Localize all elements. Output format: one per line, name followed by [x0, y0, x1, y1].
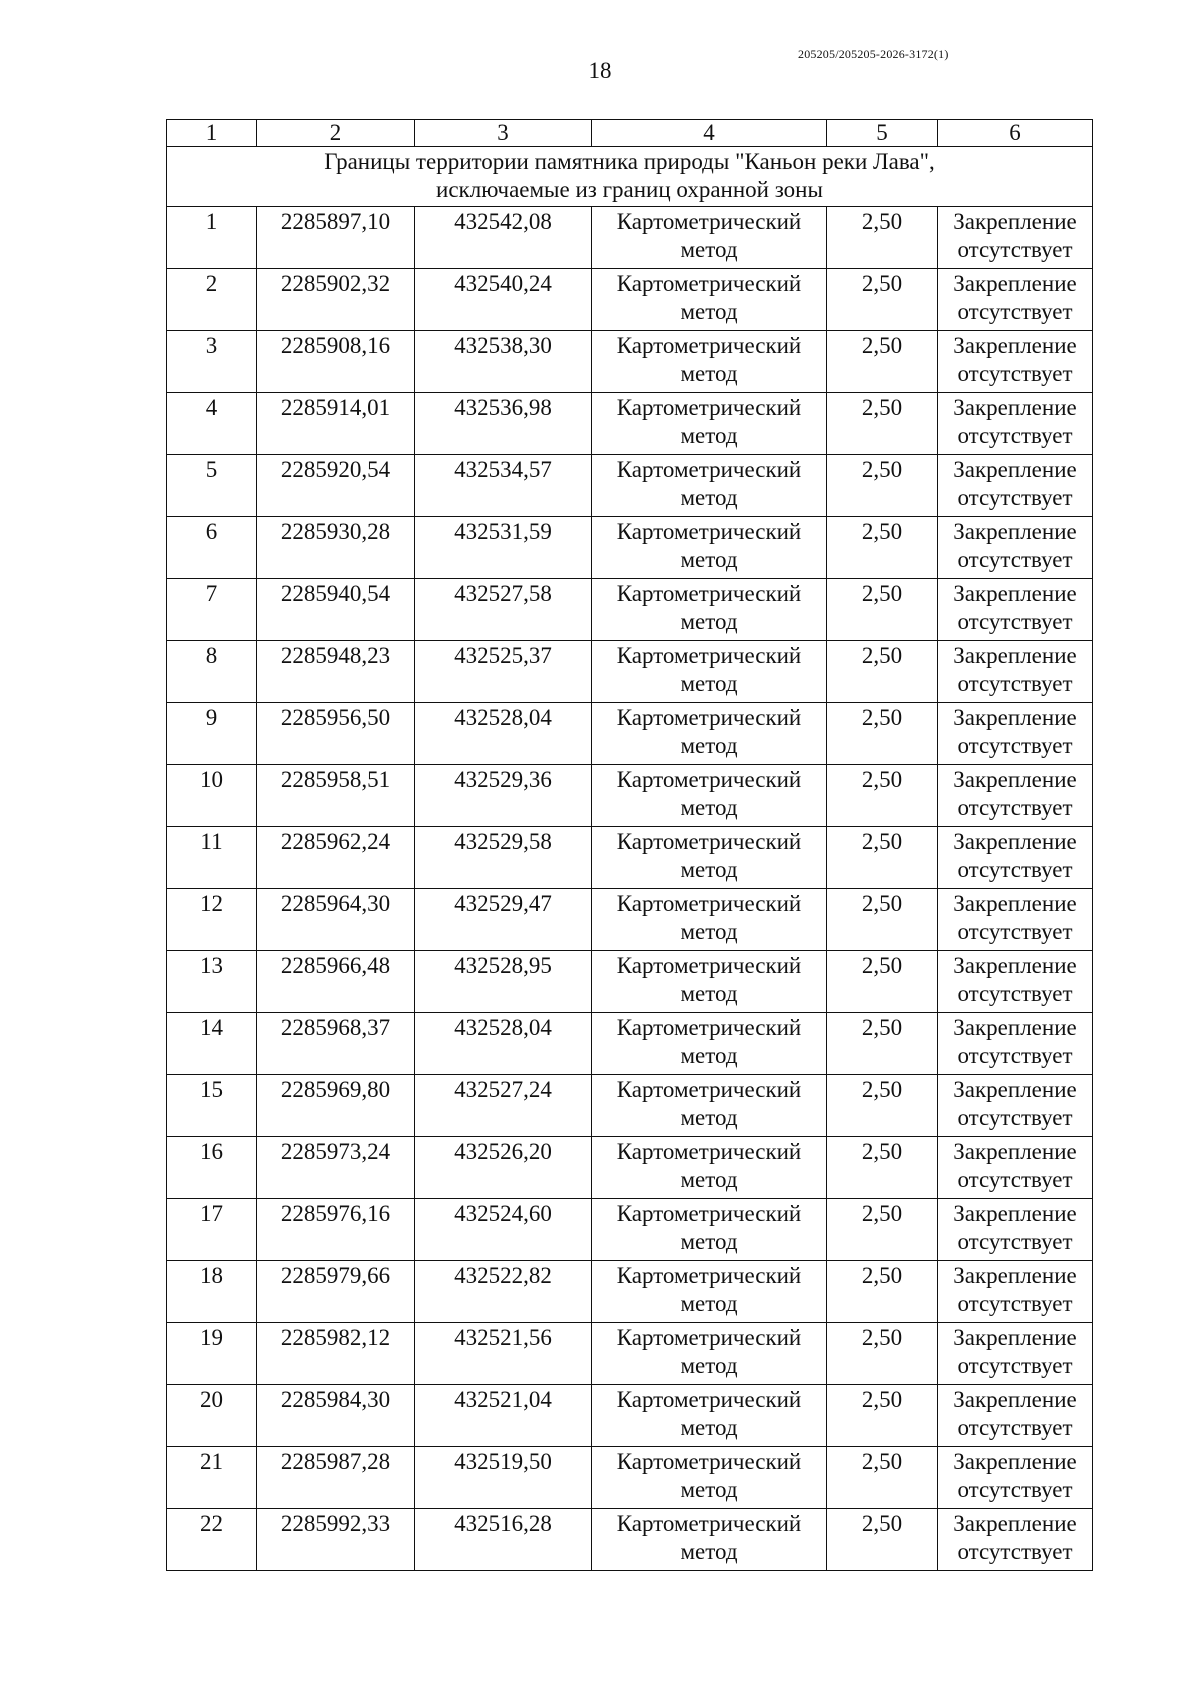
coordinate-y-cell: 432521,56	[415, 1323, 592, 1385]
fixation-cell-line: Закрепление	[953, 333, 1077, 358]
method-cell-line: метод	[680, 981, 738, 1006]
coordinate-x-cell: 2285908,16	[257, 331, 415, 393]
fixation-cell-line: Закрепление	[953, 1077, 1077, 1102]
coordinate-y-cell: 432522,82	[415, 1261, 592, 1323]
coordinate-y-cell: 432527,58	[415, 579, 592, 641]
point-number-cell: 20	[167, 1385, 257, 1447]
table-row	[167, 207, 1093, 269]
accuracy-cell: 2,50	[827, 827, 938, 889]
fixation-cell-line: отсутствует	[957, 795, 1073, 820]
fixation-cell-line: отсутствует	[957, 1105, 1073, 1130]
coordinate-y-cell: 432540,24	[415, 269, 592, 331]
fixation-cell-line: Закрепление	[953, 581, 1077, 606]
fixation-cell-line: Закрепление	[953, 519, 1077, 544]
accuracy-cell: 2,50	[827, 765, 938, 827]
fixation-cell	[938, 269, 1093, 331]
table-row	[167, 517, 1093, 579]
point-number-cell: 17	[167, 1199, 257, 1261]
fixation-cell-line: отсутствует	[957, 1043, 1073, 1068]
method-cell	[592, 1199, 827, 1261]
method-cell-line: Картометрический	[616, 953, 802, 978]
method-cell	[592, 1261, 827, 1323]
coordinate-x-cell: 2285987,28	[257, 1447, 415, 1509]
method-cell-line: метод	[680, 733, 738, 758]
fixation-cell-line: отсутствует	[957, 1353, 1073, 1378]
coordinate-y-cell: 432526,20	[415, 1137, 592, 1199]
fixation-cell	[938, 331, 1093, 393]
point-number-cell: 22	[167, 1509, 257, 1571]
accuracy-cell: 2,50	[827, 207, 938, 269]
point-number-cell: 16	[167, 1137, 257, 1199]
method-cell	[592, 1137, 827, 1199]
method-cell-line: Картометрический	[616, 395, 802, 420]
coordinate-x-cell: 2285973,24	[257, 1137, 415, 1199]
coordinate-y-cell: 432529,36	[415, 765, 592, 827]
method-cell-line: метод	[680, 1353, 738, 1378]
accuracy-cell: 2,50	[827, 1447, 938, 1509]
section-title-row	[167, 147, 1093, 207]
table-row	[167, 455, 1093, 517]
method-cell-line: Картометрический	[616, 1325, 802, 1350]
method-cell-line: Картометрический	[616, 333, 802, 358]
accuracy-cell: 2,50	[827, 517, 938, 579]
accuracy-cell: 2,50	[827, 1137, 938, 1199]
table-row	[167, 1447, 1093, 1509]
coordinate-y-cell: 432525,37	[415, 641, 592, 703]
method-cell	[592, 269, 827, 331]
fixation-cell	[938, 1075, 1093, 1137]
section-title-line: исключаемые из границ охранной зоны	[436, 177, 823, 202]
coordinate-y-cell: 432536,98	[415, 393, 592, 455]
point-number-cell: 19	[167, 1323, 257, 1385]
method-cell-line: метод	[680, 237, 738, 262]
coordinate-y-cell: 432524,60	[415, 1199, 592, 1261]
accuracy-cell: 2,50	[827, 889, 938, 951]
point-number-cell: 10	[167, 765, 257, 827]
coordinate-x-cell: 2285920,54	[257, 455, 415, 517]
accuracy-cell: 2,50	[827, 1509, 938, 1571]
fixation-cell-line: отсутствует	[957, 857, 1073, 882]
table-row	[167, 269, 1093, 331]
fixation-cell-line: отсутствует	[957, 1539, 1073, 1564]
method-cell-line: Картометрический	[616, 1015, 802, 1040]
coordinate-y-cell: 432529,47	[415, 889, 592, 951]
fixation-cell	[938, 765, 1093, 827]
point-number-cell: 4	[167, 393, 257, 455]
table-row	[167, 703, 1093, 765]
table-row	[167, 641, 1093, 703]
fixation-cell-line: Закрепление	[953, 1015, 1077, 1040]
coordinate-x-cell: 2285958,51	[257, 765, 415, 827]
point-number-cell: 2	[167, 269, 257, 331]
fixation-cell-line: Закрепление	[953, 829, 1077, 854]
fixation-cell-line: Закрепление	[953, 953, 1077, 978]
point-number-cell: 6	[167, 517, 257, 579]
coordinate-x-cell: 2285984,30	[257, 1385, 415, 1447]
fixation-cell-line: Закрепление	[953, 395, 1077, 420]
fixation-cell	[938, 1199, 1093, 1261]
point-number-cell: 3	[167, 331, 257, 393]
fixation-cell	[938, 641, 1093, 703]
table-row	[167, 393, 1093, 455]
coordinate-x-cell: 2285968,37	[257, 1013, 415, 1075]
fixation-cell	[938, 1137, 1093, 1199]
table-row	[167, 1509, 1093, 1571]
point-number-cell: 1	[167, 207, 257, 269]
method-cell-line: метод	[680, 423, 738, 448]
coordinate-x-cell: 2285982,12	[257, 1323, 415, 1385]
fixation-cell	[938, 889, 1093, 951]
fixation-cell	[938, 1447, 1093, 1509]
coordinate-y-cell: 432538,30	[415, 331, 592, 393]
fixation-cell	[938, 393, 1093, 455]
fixation-cell-line: отсутствует	[957, 547, 1073, 572]
fixation-cell-line: Закрепление	[953, 705, 1077, 730]
point-number-cell: 15	[167, 1075, 257, 1137]
fixation-cell-line: отсутствует	[957, 423, 1073, 448]
fixation-cell	[938, 517, 1093, 579]
fixation-cell	[938, 1385, 1093, 1447]
accuracy-cell: 2,50	[827, 1261, 938, 1323]
method-cell	[592, 517, 827, 579]
method-cell-line: Картометрический	[616, 767, 802, 792]
method-cell-line: метод	[680, 1291, 738, 1316]
column-header: 3	[415, 120, 592, 147]
method-cell-line: метод	[680, 1539, 738, 1564]
fixation-cell	[938, 827, 1093, 889]
fixation-cell-line: Закрепление	[953, 1325, 1077, 1350]
accuracy-cell: 2,50	[827, 1385, 938, 1447]
table-row	[167, 1137, 1093, 1199]
fixation-cell-line: Закрепление	[953, 1263, 1077, 1288]
fixation-cell	[938, 703, 1093, 765]
coordinate-y-cell: 432528,04	[415, 703, 592, 765]
method-cell-line: метод	[680, 485, 738, 510]
fixation-cell	[938, 1323, 1093, 1385]
fixation-cell-line: отсутствует	[957, 671, 1073, 696]
method-cell	[592, 1385, 827, 1447]
coordinate-x-cell: 2285962,24	[257, 827, 415, 889]
method-cell-line: Картометрический	[616, 1077, 802, 1102]
method-cell-line: метод	[680, 1229, 738, 1254]
column-header: 1	[167, 120, 257, 147]
coordinate-x-cell: 2285969,80	[257, 1075, 415, 1137]
coordinate-x-cell: 2285930,28	[257, 517, 415, 579]
accuracy-cell: 2,50	[827, 703, 938, 765]
method-cell	[592, 579, 827, 641]
method-cell	[592, 331, 827, 393]
accuracy-cell: 2,50	[827, 1013, 938, 1075]
fixation-cell-line: Закрепление	[953, 643, 1077, 668]
method-cell	[592, 207, 827, 269]
table-row	[167, 1075, 1093, 1137]
accuracy-cell: 2,50	[827, 1323, 938, 1385]
column-header: 2	[257, 120, 415, 147]
method-cell-line: Картометрический	[616, 271, 802, 296]
coordinate-y-cell: 432531,59	[415, 517, 592, 579]
coordinate-x-cell: 2285956,50	[257, 703, 415, 765]
fixation-cell-line: отсутствует	[957, 1477, 1073, 1502]
table-row	[167, 1323, 1093, 1385]
point-number-cell: 9	[167, 703, 257, 765]
coordinate-y-cell: 432516,28	[415, 1509, 592, 1571]
method-cell-line: Картометрический	[616, 643, 802, 668]
section-title-line: Границы территории памятника природы "Каньон реки Лава",	[324, 149, 935, 174]
point-number-cell: 5	[167, 455, 257, 517]
accuracy-cell: 2,50	[827, 579, 938, 641]
table-row	[167, 331, 1093, 393]
method-cell	[592, 455, 827, 517]
method-cell-line: Картометрический	[616, 457, 802, 482]
fixation-cell-line: отсутствует	[957, 1415, 1073, 1440]
coordinate-y-cell: 432529,58	[415, 827, 592, 889]
fixation-cell	[938, 579, 1093, 641]
method-cell-line: Картометрический	[616, 705, 802, 730]
method-cell-line: Картометрический	[616, 829, 802, 854]
coordinate-y-cell: 432519,50	[415, 1447, 592, 1509]
coordinate-x-cell: 2285940,54	[257, 579, 415, 641]
accuracy-cell: 2,50	[827, 951, 938, 1013]
fixation-cell-line: отсутствует	[957, 299, 1073, 324]
method-cell-line: Картометрический	[616, 1139, 802, 1164]
coordinate-y-cell: 432527,24	[415, 1075, 592, 1137]
method-cell	[592, 765, 827, 827]
method-cell-line: метод	[680, 1105, 738, 1130]
coordinate-x-cell: 2285914,01	[257, 393, 415, 455]
method-cell	[592, 1075, 827, 1137]
table-row	[167, 1261, 1093, 1323]
method-cell	[592, 1447, 827, 1509]
method-cell-line: Картометрический	[616, 581, 802, 606]
coordinate-y-cell: 432521,04	[415, 1385, 592, 1447]
fixation-cell	[938, 455, 1093, 517]
fixation-cell-line: отсутствует	[957, 237, 1073, 262]
method-cell-line: метод	[680, 1167, 738, 1192]
point-number-cell: 11	[167, 827, 257, 889]
document-code: 205205/205205-2026-3172(1)	[798, 47, 949, 61]
accuracy-cell: 2,50	[827, 1075, 938, 1137]
method-cell	[592, 703, 827, 765]
fixation-cell-line: отсутствует	[957, 1229, 1073, 1254]
fixation-cell-line: Закрепление	[953, 271, 1077, 296]
method-cell	[592, 951, 827, 1013]
fixation-cell-line: отсутствует	[957, 733, 1073, 758]
accuracy-cell: 2,50	[827, 1199, 938, 1261]
table-row	[167, 951, 1093, 1013]
fixation-cell	[938, 1013, 1093, 1075]
fixation-cell-line: Закрепление	[953, 1449, 1077, 1474]
accuracy-cell: 2,50	[827, 269, 938, 331]
method-cell-line: метод	[680, 1415, 738, 1440]
table-row	[167, 1385, 1093, 1447]
fixation-cell-line: отсутствует	[957, 1291, 1073, 1316]
coordinates-table	[166, 119, 1093, 1571]
method-cell	[592, 1509, 827, 1571]
method-cell	[592, 393, 827, 455]
method-cell	[592, 889, 827, 951]
table-row	[167, 827, 1093, 889]
column-header-row	[167, 120, 1093, 147]
method-cell-line: метод	[680, 299, 738, 324]
point-number-cell: 18	[167, 1261, 257, 1323]
coordinate-x-cell: 2285976,16	[257, 1199, 415, 1261]
column-header: 5	[827, 120, 938, 147]
method-cell-line: метод	[680, 1043, 738, 1068]
column-header: 4	[592, 120, 827, 147]
page-number: 18	[588, 58, 612, 83]
coordinate-x-cell: 2285964,30	[257, 889, 415, 951]
fixation-cell-line: отсутствует	[957, 361, 1073, 386]
coordinate-y-cell: 432528,04	[415, 1013, 592, 1075]
coordinate-y-cell: 432528,95	[415, 951, 592, 1013]
accuracy-cell: 2,50	[827, 641, 938, 703]
coordinate-y-cell: 432534,57	[415, 455, 592, 517]
accuracy-cell: 2,50	[827, 455, 938, 517]
method-cell-line: Картометрический	[616, 891, 802, 916]
method-cell-line: Картометрический	[616, 1387, 802, 1412]
point-number-cell: 8	[167, 641, 257, 703]
table-row	[167, 1013, 1093, 1075]
method-cell-line: Картометрический	[616, 1201, 802, 1226]
fixation-cell-line: Закрепление	[953, 767, 1077, 792]
table-row	[167, 765, 1093, 827]
fixation-cell-line: Закрепление	[953, 457, 1077, 482]
method-cell-line: метод	[680, 1477, 738, 1502]
fixation-cell	[938, 951, 1093, 1013]
fixation-cell-line: отсутствует	[957, 485, 1073, 510]
fixation-cell-line: Закрепление	[953, 209, 1077, 234]
method-cell	[592, 641, 827, 703]
fixation-cell-line: Закрепление	[953, 891, 1077, 916]
method-cell-line: метод	[680, 609, 738, 634]
fixation-cell-line: Закрепление	[953, 1387, 1077, 1412]
method-cell-line: Картометрический	[616, 209, 802, 234]
fixation-cell-line: отсутствует	[957, 1167, 1073, 1192]
method-cell-line: Картометрический	[616, 1511, 802, 1536]
coordinate-y-cell: 432542,08	[415, 207, 592, 269]
table-row	[167, 579, 1093, 641]
method-cell	[592, 1323, 827, 1385]
coordinate-x-cell: 2285979,66	[257, 1261, 415, 1323]
fixation-cell-line: отсутствует	[957, 919, 1073, 944]
coordinate-x-cell: 2285966,48	[257, 951, 415, 1013]
method-cell-line: метод	[680, 671, 738, 696]
fixation-cell-line: Закрепление	[953, 1139, 1077, 1164]
method-cell-line: метод	[680, 795, 738, 820]
fixation-cell-line: отсутствует	[957, 981, 1073, 1006]
fixation-cell-line: Закрепление	[953, 1201, 1077, 1226]
point-number-cell: 7	[167, 579, 257, 641]
method-cell-line: Картометрический	[616, 1449, 802, 1474]
method-cell-line: метод	[680, 547, 738, 572]
table-row	[167, 1199, 1093, 1261]
accuracy-cell: 2,50	[827, 393, 938, 455]
point-number-cell: 13	[167, 951, 257, 1013]
method-cell-line: Картометрический	[616, 1263, 802, 1288]
point-number-cell: 21	[167, 1447, 257, 1509]
accuracy-cell: 2,50	[827, 331, 938, 393]
fixation-cell	[938, 1509, 1093, 1571]
method-cell-line: метод	[680, 361, 738, 386]
fixation-cell	[938, 1261, 1093, 1323]
fixation-cell	[938, 207, 1093, 269]
point-number-cell: 12	[167, 889, 257, 951]
point-number-cell: 14	[167, 1013, 257, 1075]
section-title	[167, 147, 1093, 207]
coordinate-x-cell: 2285902,32	[257, 269, 415, 331]
fixation-cell-line: отсутствует	[957, 609, 1073, 634]
method-cell	[592, 1013, 827, 1075]
coordinate-x-cell: 2285948,23	[257, 641, 415, 703]
fixation-cell-line: Закрепление	[953, 1511, 1077, 1536]
method-cell-line: Картометрический	[616, 519, 802, 544]
method-cell	[592, 827, 827, 889]
table-row	[167, 889, 1093, 951]
coordinate-x-cell: 2285897,10	[257, 207, 415, 269]
method-cell-line: метод	[680, 919, 738, 944]
method-cell-line: метод	[680, 857, 738, 882]
coordinate-x-cell: 2285992,33	[257, 1509, 415, 1571]
column-header: 6	[938, 120, 1093, 147]
